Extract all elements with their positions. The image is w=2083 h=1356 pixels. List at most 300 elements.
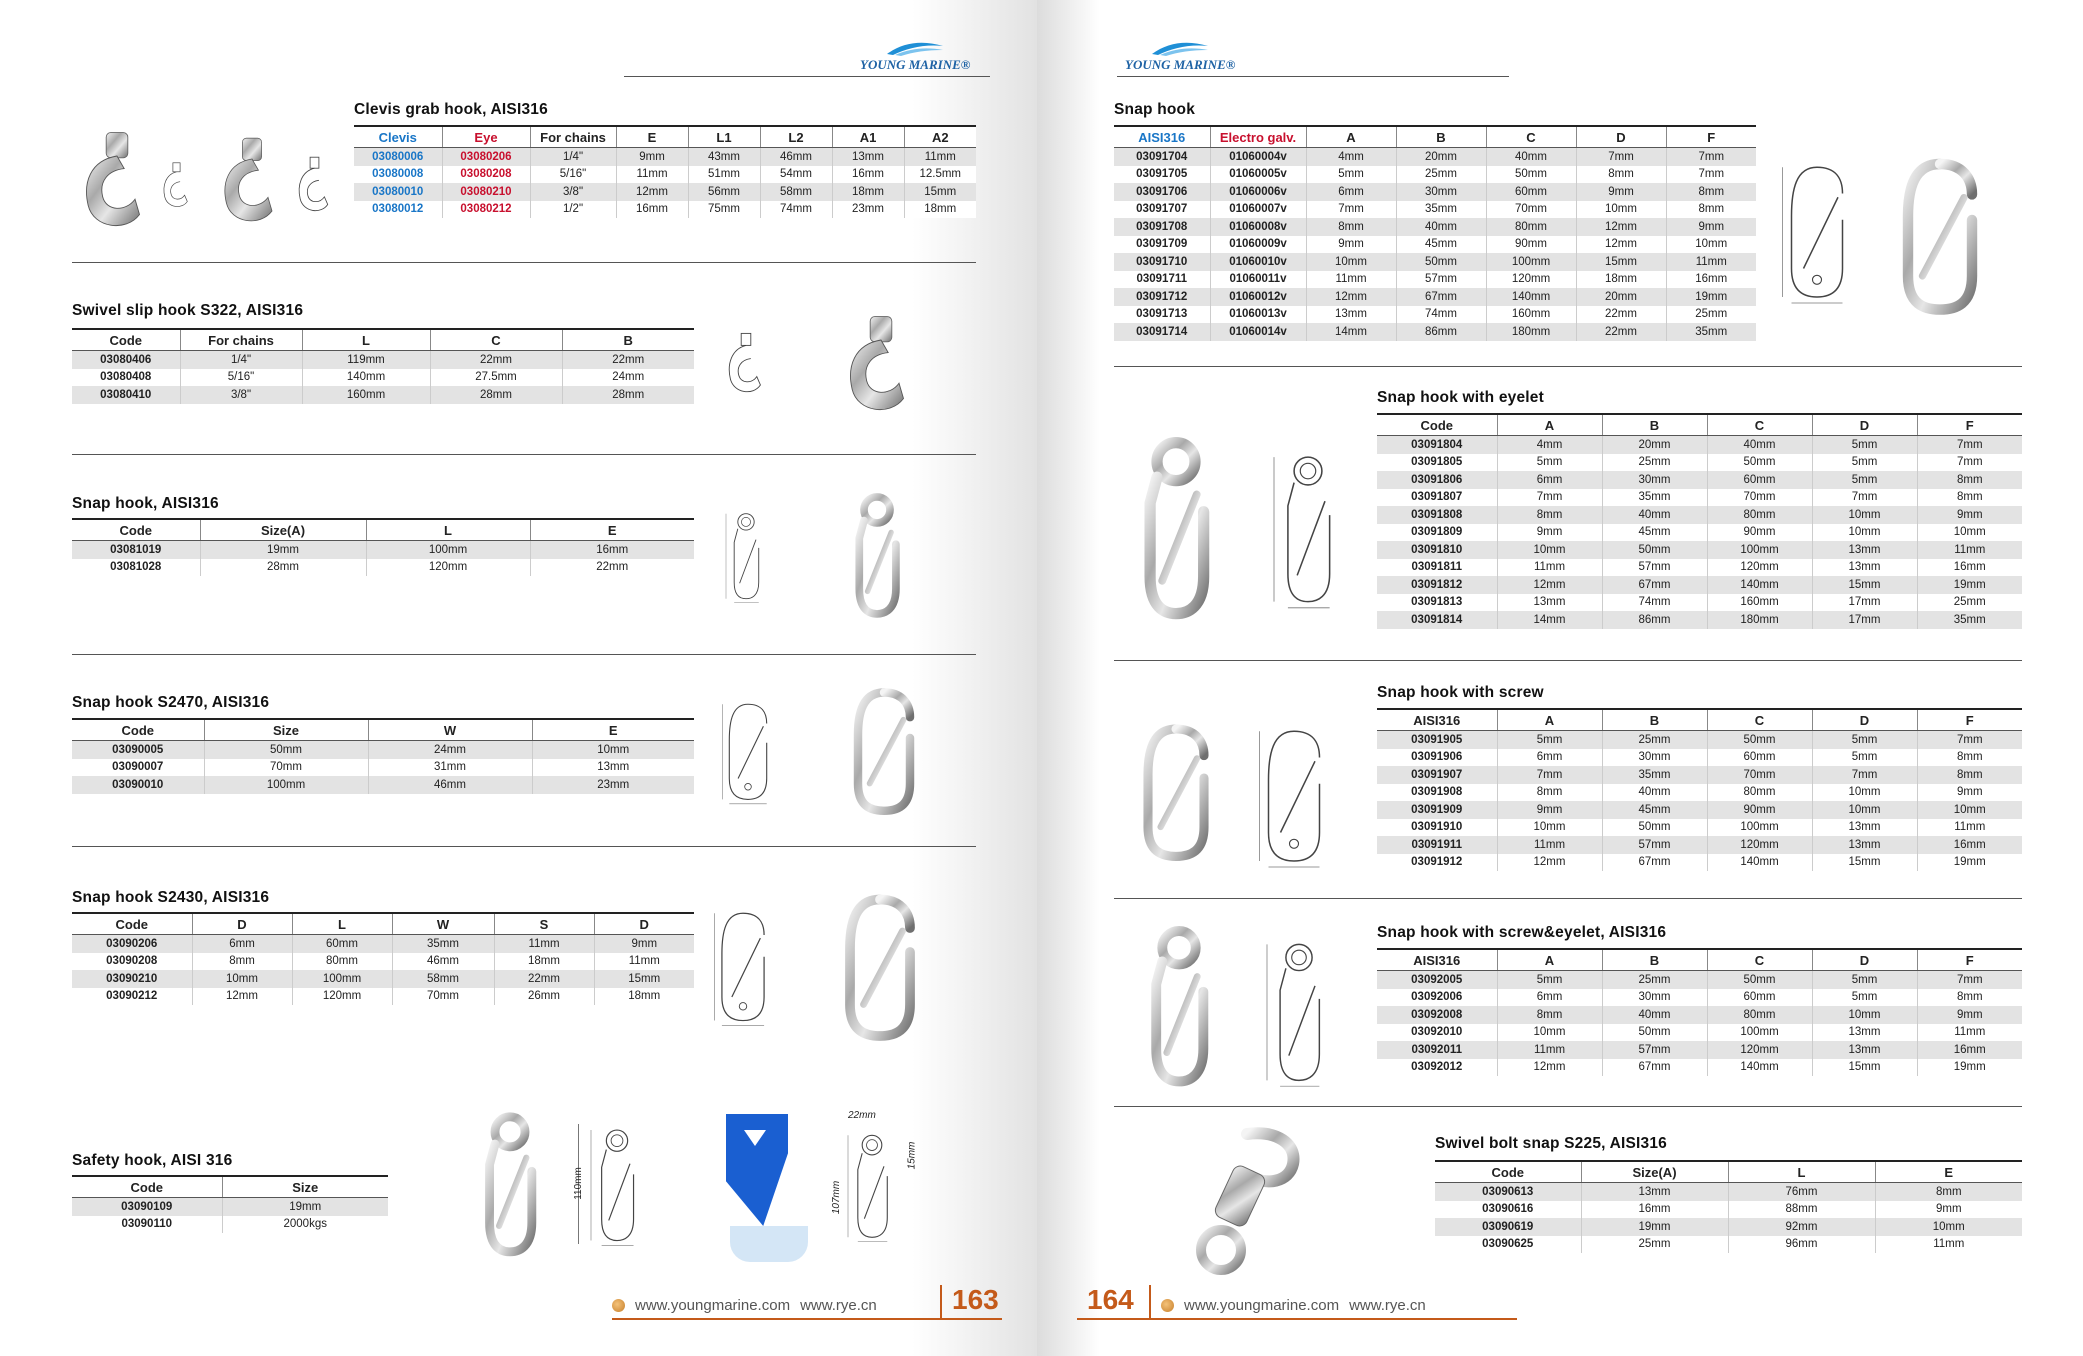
table-cell: 22mm (494, 970, 594, 988)
table-cell: 2000kgs (222, 1216, 388, 1234)
table-cell: 76mm (1728, 1183, 1875, 1201)
table-cell: 40mm (1602, 506, 1707, 524)
table-cell: 11mm (1666, 253, 1756, 271)
snap-eyelet-drawing (1263, 444, 1353, 614)
table-row (1377, 506, 2022, 524)
table-cell: 10mm (1812, 801, 1917, 819)
table-cell: 7mm (1576, 148, 1666, 166)
snap-hook-drawing (1777, 156, 1857, 306)
table-cell: 8mm (1917, 989, 2022, 1007)
table-cell: 9mm (1497, 801, 1602, 819)
table-row (1377, 576, 2022, 594)
table-cell: 20mm (1576, 288, 1666, 306)
table-cell: 03091807 (1377, 489, 1497, 507)
table-cell: 03091906 (1377, 749, 1497, 767)
column-header: D (1812, 709, 1917, 731)
table-cell: 120mm (1707, 836, 1812, 854)
column-header: B (1602, 709, 1707, 731)
table-cell: 40mm (1602, 784, 1707, 802)
table-cell: 12mm (1497, 854, 1602, 872)
table-cell: 28mm (430, 386, 562, 404)
table-cell: 8mm (1497, 1006, 1602, 1024)
table-cell: 46mm (760, 148, 832, 166)
snap-s2430-images (712, 896, 774, 1041)
table-cell: 12mm (1576, 218, 1666, 236)
table-cell: 03091804 (1377, 436, 1497, 454)
table-row (72, 776, 694, 794)
table-cell: 5mm (1306, 166, 1396, 184)
table-cell: 01060014v (1210, 323, 1306, 341)
footer-site2[interactable]: www.rye.cn (1349, 1297, 1426, 1314)
page-number-left: 163 (952, 1284, 999, 1315)
table-cell: 11mm (904, 148, 976, 166)
table-cell: 80mm (1486, 218, 1576, 236)
column-header: F (1917, 414, 2022, 436)
dimension-107: 107mm (831, 1180, 843, 1215)
table-cell: 14mm (1497, 611, 1602, 629)
table-cell: 12.5mm (904, 166, 976, 184)
table-row (1377, 489, 2022, 507)
table-cell: 01060010v (1210, 253, 1306, 271)
table-cell: 12mm (1497, 576, 1602, 594)
table-header-row (1377, 949, 2022, 971)
table-cell: 57mm (1602, 1041, 1707, 1059)
swivel-slip-table (72, 328, 694, 404)
table-cell: 13mm (832, 148, 904, 166)
table-cell: 03081028 (72, 559, 200, 577)
swivel-slip-images (716, 312, 776, 427)
snap-s2430-table (72, 912, 694, 1005)
footer-site1[interactable]: www.youngmarine.com (1184, 1297, 1340, 1314)
column-header: F (1917, 949, 2022, 971)
column-header: B (562, 329, 694, 351)
table-cell: 1/2" (530, 201, 616, 219)
table-cell: 80mm (1707, 784, 1812, 802)
table-cell: 80mm (1707, 506, 1812, 524)
table-cell: 03080206 (442, 148, 530, 166)
table-row (1435, 1183, 2022, 1201)
table-cell: 16mm (616, 201, 688, 219)
page-left (0, 0, 1037, 1356)
snap-s2430-drawing (712, 896, 774, 1036)
table-cell: 03090110 (72, 1216, 222, 1234)
table-cell: 26mm (494, 988, 594, 1006)
table-cell: 03091905 (1377, 731, 1497, 749)
table-row (1114, 306, 1756, 324)
table-cell: 11mm (1917, 1024, 2022, 1042)
column-header: Size (222, 1176, 388, 1198)
table-cell: 58mm (760, 183, 832, 201)
table-cell: 7mm (1812, 489, 1917, 507)
footer-site2[interactable]: www.rye.cn (800, 1297, 877, 1314)
column-header: A (1306, 126, 1396, 148)
header-rule (1117, 76, 1509, 77)
table-row (72, 970, 694, 988)
table-row (1377, 801, 2022, 819)
table-cell: 46mm (392, 953, 494, 971)
table-cell: 9mm (1497, 524, 1602, 542)
table-cell: 13mm (1497, 594, 1602, 612)
table-cell: 24mm (368, 741, 532, 759)
table-row (354, 183, 976, 201)
snap-eyelet-images (1131, 434, 1221, 629)
table-cell: 5/16" (530, 166, 616, 184)
table-cell: 03080408 (72, 369, 180, 387)
separator (1114, 660, 2022, 661)
table-cell: 9mm (1917, 506, 2022, 524)
clevis-grab-hook-images (72, 128, 162, 243)
table-cell: 60mm (1486, 183, 1576, 201)
table-row (1114, 218, 1756, 236)
table-cell: 16mm (1917, 559, 2022, 577)
table-cell: 11mm (616, 166, 688, 184)
table-cell: 03091710 (1114, 253, 1210, 271)
table-cell: 19mm (1917, 1059, 2022, 1077)
table-cell: 03091910 (1377, 819, 1497, 837)
snap-s2470-drawing (720, 696, 776, 806)
table-row (72, 351, 694, 369)
table-cell: 10mm (1497, 819, 1602, 837)
footer-site1[interactable]: www.youngmarine.com (635, 1297, 791, 1314)
table-cell: 100mm (1707, 541, 1812, 559)
table-cell: 20mm (1396, 148, 1486, 166)
column-header: B (1602, 949, 1707, 971)
column-header: C (1486, 126, 1576, 148)
header-rule (624, 76, 990, 77)
table-header-row (72, 719, 694, 741)
table-cell: 119mm (302, 351, 430, 369)
table-cell: 60mm (1707, 471, 1812, 489)
globe-icon (612, 1299, 625, 1312)
clevis-grab-title: Clevis grab hook, AISI316 (354, 101, 548, 118)
table-row (1377, 1059, 2022, 1077)
table-cell: 7mm (1917, 454, 2022, 472)
safety-hook-photo (470, 1110, 550, 1260)
table-cell: 45mm (1396, 236, 1486, 254)
table-cell: 23mm (832, 201, 904, 219)
triangle-cutout-icon (744, 1130, 766, 1146)
table-cell: 70mm (1707, 489, 1812, 507)
snap-aisi-drawing (716, 506, 776, 606)
snap-hook-table (1114, 125, 1756, 341)
table-cell: 16mm (530, 541, 694, 559)
table-cell: 03092010 (1377, 1024, 1497, 1042)
column-header: Code (1435, 1161, 1581, 1183)
table-cell: 15mm (1812, 576, 1917, 594)
snap-screw-images (1141, 712, 1211, 877)
table-cell: 03091713 (1114, 306, 1210, 324)
table-row (1377, 454, 2022, 472)
table-cell: 18mm (1576, 271, 1666, 289)
swivel-bolt-photo (1187, 1124, 1307, 1284)
column-header: A (1497, 949, 1602, 971)
table-row (1377, 541, 2022, 559)
column-header: D (1812, 414, 1917, 436)
separator (72, 846, 976, 847)
table-cell: 28mm (562, 386, 694, 404)
column-header: L (366, 519, 530, 541)
table-cell: 7mm (1917, 971, 2022, 989)
table-cell: 43mm (688, 148, 760, 166)
dimension-22: 22mm (848, 1110, 876, 1121)
table-cell: 9mm (1875, 1201, 2022, 1219)
table-row (72, 741, 694, 759)
table-cell: 80mm (292, 953, 392, 971)
snap-eyelet-photo (1131, 434, 1221, 624)
table-cell: 5mm (1497, 971, 1602, 989)
footer-left (612, 1297, 877, 1314)
table-cell: 7mm (1306, 201, 1396, 219)
table-row (72, 541, 694, 559)
table-cell: 88mm (1728, 1201, 1875, 1219)
table-cell: 13mm (1812, 819, 1917, 837)
table-cell: 16mm (832, 166, 904, 184)
table-cell: 5mm (1812, 454, 1917, 472)
snap-aisi-title: Snap hook, AISI316 (72, 495, 219, 512)
table-cell: 03092011 (1377, 1041, 1497, 1059)
table-cell: 100mm (366, 541, 530, 559)
column-header: B (1396, 126, 1486, 148)
wave-logo-icon (885, 40, 945, 56)
column-header: A (1497, 709, 1602, 731)
table-cell: 03090613 (1435, 1183, 1581, 1201)
page-number-right: 164 (1087, 1284, 1134, 1315)
table-cell: 13mm (1812, 1041, 1917, 1059)
table-cell: 03091709 (1114, 236, 1210, 254)
table-cell: 58mm (392, 970, 494, 988)
table-cell: 8mm (1917, 489, 2022, 507)
table-row (1377, 436, 2022, 454)
table-cell: 19mm (222, 1198, 388, 1216)
table-cell: 13mm (1812, 541, 1917, 559)
table-cell: 35mm (1666, 323, 1756, 341)
table-cell: 03080006 (354, 148, 442, 166)
table-cell: 03090109 (72, 1198, 222, 1216)
table-cell: 03091909 (1377, 801, 1497, 819)
column-header: Code (72, 329, 180, 351)
table-cell: 50mm (1602, 541, 1707, 559)
table-cell: 100mm (1707, 819, 1812, 837)
table-cell: 9mm (594, 935, 694, 953)
table-cell: 35mm (1602, 766, 1707, 784)
table-cell: 03091708 (1114, 218, 1210, 236)
table-cell: 10mm (192, 970, 292, 988)
table-cell: 01060005v (1210, 166, 1306, 184)
snap-s2470-photo (844, 686, 924, 816)
table-cell: 120mm (1486, 271, 1576, 289)
table-row (72, 988, 694, 1006)
table-header-row (72, 913, 694, 935)
page-number-bar (940, 1285, 942, 1319)
table-cell: 140mm (1707, 576, 1812, 594)
table-row (72, 369, 694, 387)
column-header: Code (1377, 414, 1497, 436)
table-row (1377, 1024, 2022, 1042)
dimension-15: 15mm (906, 1141, 918, 1170)
table-cell: 9mm (1576, 183, 1666, 201)
table-cell: 03091714 (1114, 323, 1210, 341)
table-row (1114, 236, 1756, 254)
table-cell: 03090210 (72, 970, 192, 988)
safety-hook-clear-base (730, 1226, 808, 1262)
table-cell: 45mm (1602, 801, 1707, 819)
table-cell: 50mm (1486, 166, 1576, 184)
table-cell: 8mm (1666, 201, 1756, 219)
table-cell: 03091711 (1114, 271, 1210, 289)
swivel-slip-drawing (716, 312, 776, 422)
table-cell: 15mm (904, 183, 976, 201)
table-cell: 6mm (1306, 183, 1396, 201)
table-cell: 40mm (1707, 436, 1812, 454)
snap-s2430-photo (840, 892, 920, 1042)
table-cell: 10mm (1812, 1006, 1917, 1024)
table-cell: 03080010 (354, 183, 442, 201)
table-cell: 35mm (1602, 489, 1707, 507)
table-row (1377, 766, 2022, 784)
table-row (354, 148, 976, 166)
snap-screw-eyelet-title: Snap hook with screw&eyelet, AISI316 (1377, 924, 1667, 941)
table-cell: 10mm (1576, 201, 1666, 219)
table-cell: 31mm (368, 759, 532, 777)
table-row (72, 559, 694, 577)
table-row (1377, 989, 2022, 1007)
table-row (1377, 971, 2022, 989)
table-row (1114, 271, 1756, 289)
table-row (354, 201, 976, 219)
column-header: B (1602, 414, 1707, 436)
table-cell: 8mm (1306, 218, 1396, 236)
table-cell: 03091911 (1377, 836, 1497, 854)
column-header: W (392, 913, 494, 935)
table-cell: 13mm (1306, 306, 1396, 324)
table-cell: 57mm (1396, 271, 1486, 289)
separator (72, 454, 976, 455)
snap-screw-eyelet-images (1141, 922, 1217, 1097)
table-row (72, 935, 694, 953)
table-cell: 03091705 (1114, 166, 1210, 184)
table-cell: 30mm (1396, 183, 1486, 201)
table-cell: 57mm (1602, 559, 1707, 577)
table-row (1435, 1236, 2022, 1254)
table-cell: 90mm (1486, 236, 1576, 254)
clevis-hook-photo (72, 128, 162, 238)
table-row (1377, 749, 2022, 767)
table-row (1114, 183, 1756, 201)
column-header: C (430, 329, 562, 351)
table-cell: 01060009v (1210, 236, 1306, 254)
dimension-110: 110mm (572, 1167, 584, 1200)
column-header: Electro galv. (1210, 126, 1306, 148)
table-cell: 50mm (1707, 971, 1812, 989)
column-header: C (1707, 949, 1812, 971)
table-row (1114, 253, 1756, 271)
column-header: Clevis (354, 126, 442, 148)
table-header-row (354, 126, 976, 148)
table-cell: 03091811 (1377, 559, 1497, 577)
footer-rule (612, 1318, 1002, 1320)
table-cell: 1/4" (180, 351, 302, 369)
table-cell: 180mm (1486, 323, 1576, 341)
brand-logo (860, 40, 970, 73)
table-cell: 35mm (392, 935, 494, 953)
table-cell: 17mm (1812, 611, 1917, 629)
table-cell: 03090007 (72, 759, 204, 777)
table-row (1377, 524, 2022, 542)
table-cell: 10mm (1812, 506, 1917, 524)
table-cell: 7mm (1666, 148, 1756, 166)
table-cell: 03091810 (1377, 541, 1497, 559)
column-header: E (616, 126, 688, 148)
table-cell: 7mm (1917, 731, 2022, 749)
table-cell: 10mm (1812, 524, 1917, 542)
table-cell: 7mm (1917, 436, 2022, 454)
table-cell: 16mm (1666, 271, 1756, 289)
brand-logo (1125, 40, 1235, 73)
table-cell: 35mm (1396, 201, 1486, 219)
table-row (1377, 559, 2022, 577)
column-header: L (302, 329, 430, 351)
table-cell: 40mm (1486, 148, 1576, 166)
table-cell: 80mm (1707, 1006, 1812, 1024)
table-cell: 22mm (530, 559, 694, 577)
column-header: Code (72, 519, 200, 541)
table-cell: 24mm (562, 369, 694, 387)
table-cell: 11mm (594, 953, 694, 971)
table-cell: 13mm (1812, 559, 1917, 577)
table-cell: 12mm (1306, 288, 1396, 306)
table-row (72, 1198, 388, 1216)
table-cell: 03080208 (442, 166, 530, 184)
column-header: For chains (530, 126, 616, 148)
table-cell: 160mm (1486, 306, 1576, 324)
table-cell: 3/8" (180, 386, 302, 404)
table-cell: 25mm (1666, 306, 1756, 324)
table-cell: 10mm (532, 741, 694, 759)
column-header: A2 (904, 126, 976, 148)
table-cell: 8mm (192, 953, 292, 971)
table-cell: 19mm (1581, 1218, 1728, 1236)
clevis-grab-table (354, 125, 976, 218)
snap-s2430-title: Snap hook S2430, AISI316 (72, 889, 270, 906)
table-cell: 17mm (1812, 594, 1917, 612)
table-cell: 5mm (1812, 749, 1917, 767)
separator (1114, 1106, 2022, 1107)
table-cell: 18mm (494, 953, 594, 971)
table-cell: 03091814 (1377, 611, 1497, 629)
table-cell: 03090616 (1435, 1201, 1581, 1219)
table-cell: 03091812 (1377, 576, 1497, 594)
separator (72, 262, 976, 263)
brand-name: YOUNG MARINE® (1125, 57, 1236, 72)
table-cell: 12mm (192, 988, 292, 1006)
column-header: D (594, 913, 694, 935)
table-row (72, 1216, 388, 1234)
table-cell: 35mm (1917, 611, 2022, 629)
table-cell: 3/8" (530, 183, 616, 201)
table-cell: 9mm (1306, 236, 1396, 254)
table-cell: 03091806 (1377, 471, 1497, 489)
table-cell: 9mm (1917, 1006, 2022, 1024)
table-cell: 120mm (366, 559, 530, 577)
footer-right (1161, 1297, 1426, 1314)
table-cell: 1/4" (530, 148, 616, 166)
table-row (72, 759, 694, 777)
snap-s2470-title: Snap hook S2470, AISI316 (72, 694, 270, 711)
table-cell: 96mm (1728, 1236, 1875, 1254)
column-header: AISI316 (1377, 949, 1497, 971)
table-cell: 8mm (1666, 183, 1756, 201)
table-cell: 4mm (1497, 436, 1602, 454)
